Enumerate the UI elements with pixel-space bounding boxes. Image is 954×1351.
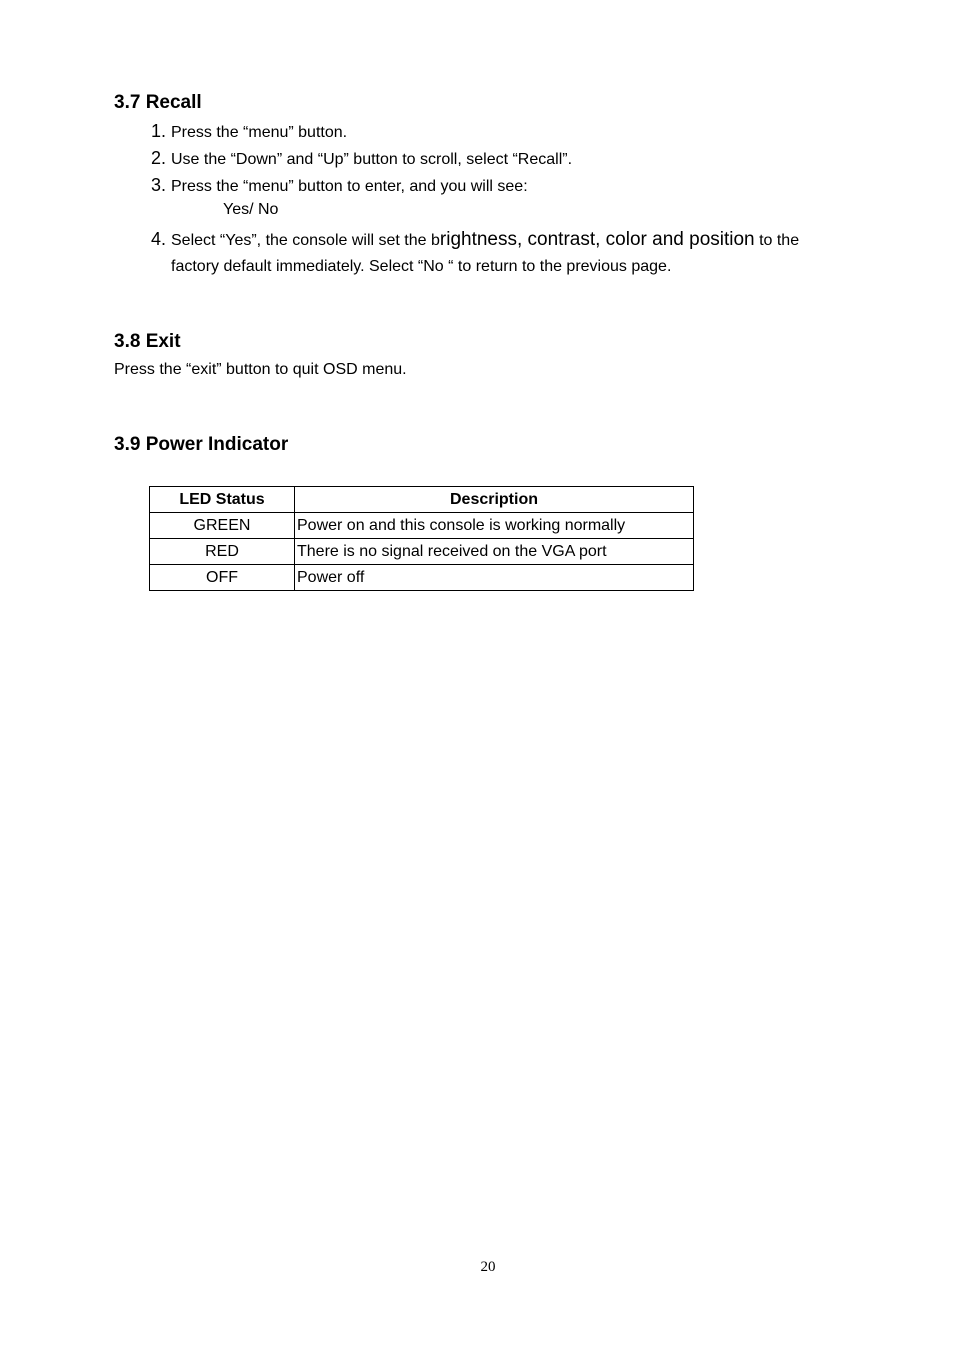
step-number: 2.: [151, 148, 167, 168]
power-indicator-table: [149, 486, 694, 591]
step-text: Use the “Down” and “Up” button to scroll, select “Recall”.: [171, 151, 573, 168]
step-text: Press the “menu” button to enter, and you will see:: [171, 178, 528, 195]
description-cell: There is no signal received on the VGA port: [295, 539, 694, 565]
recall-step-4-continuation: factory default immediately. Select “No “ to return to the previous page.: [171, 258, 672, 275]
section-heading-power-indicator: 3.9 Power Indicator: [114, 434, 289, 455]
step-number: 3.: [151, 175, 167, 195]
table-row: [150, 539, 694, 565]
recall-options: Yes/ No: [223, 201, 279, 218]
column-header-led-status: LED Status: [150, 487, 295, 513]
column-header-description: Description: [295, 487, 694, 513]
step-number: 1.: [151, 121, 167, 141]
exit-text: Press the “exit” button to quit OSD menu.: [114, 361, 407, 378]
step-number: 4.: [151, 229, 167, 249]
recall-step-3: [151, 175, 528, 197]
recall-step-4: [151, 229, 799, 251]
step-text-emphasis: rightness, contrast, color and position: [439, 229, 755, 250]
description-cell: Power on and this console is working normally: [295, 513, 694, 539]
section-heading-exit: 3.8 Exit: [114, 331, 181, 352]
section-heading-recall: 3.7 Recall: [114, 92, 202, 113]
page-number: 20: [480, 1259, 496, 1275]
table-row: [150, 513, 694, 539]
table-row: [150, 565, 694, 591]
step-text: Press the “menu” button.: [171, 124, 348, 141]
step-text-c: to the: [754, 232, 800, 249]
step-text-a: Select “Yes”, the console will set the b: [171, 232, 440, 249]
led-status-cell: OFF: [150, 565, 295, 591]
table-header-row: [150, 487, 694, 513]
description-cell: Power off: [295, 565, 694, 591]
recall-step-1: [151, 121, 347, 143]
led-status-cell: GREEN: [150, 513, 295, 539]
led-status-cell: RED: [150, 539, 295, 565]
recall-step-2: [151, 148, 572, 170]
